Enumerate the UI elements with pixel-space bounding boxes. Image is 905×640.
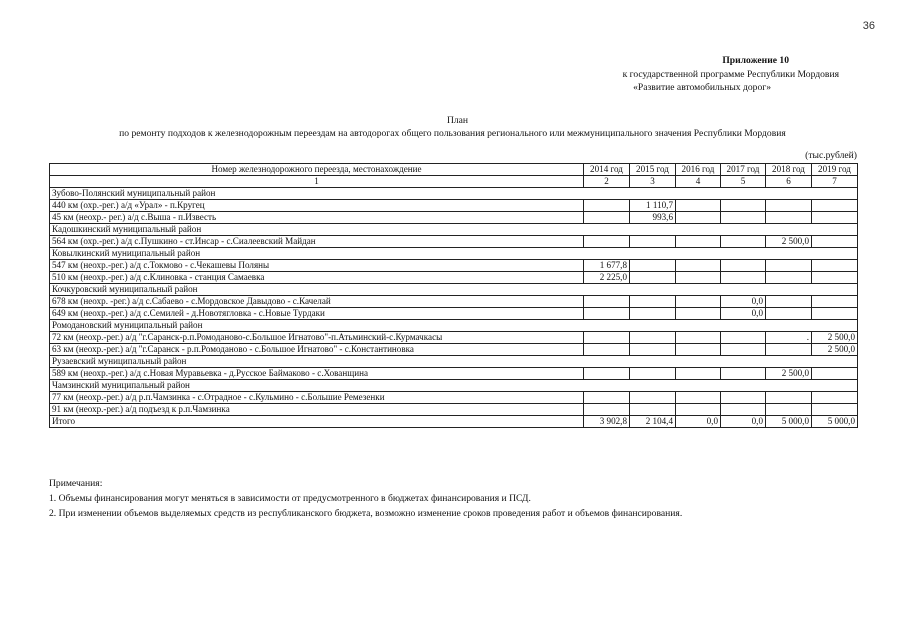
amount-cell [721,344,766,356]
amount-cell [584,332,630,344]
amount-cell: 3 902,8 [584,416,630,428]
amount-cell [766,344,812,356]
crossing-name: 72 км (неохр.-рег.) а/д "г.Саранск-р.п.Ромоданово-с.Большое Игнатово"-п.Атьминский-с.Курмачкасы [50,332,584,344]
district-name: Ковылкинский муниципальный район [50,248,858,260]
notes-title: Примечания: [49,478,103,489]
amount-cell [630,392,676,404]
amount-cell [812,272,858,284]
header-2019: 2019 год [812,164,858,176]
amount-cell [766,200,812,212]
amount-cell: . [766,332,812,344]
crossing-name: 440 км (охр.-рег.) а/д «Урал» - п.Кругец [50,200,584,212]
amount-cell [584,344,630,356]
crossing-name: 564 км (охр.-рег.) а/д с.Пушкино - ст.Инсар - с.Сиалеевский Майдан [50,236,584,248]
district-row [50,224,858,236]
crossing-name: 45 км (неохр.- рег.) а/д с.Выша - п.Известь [50,212,584,224]
column-number: 3 [630,176,676,188]
amount-cell [630,296,676,308]
table-row [50,344,858,356]
appendix-title: Приложение 10 [722,55,789,66]
table-row [50,212,858,224]
amount-cell: 0,0 [721,308,766,320]
header-2018: 2018 год [766,164,812,176]
amount-cell [766,404,812,416]
district-row [50,356,858,368]
district-name: Кадошкинский муниципальный район [50,224,858,236]
amount-cell [766,296,812,308]
table-body [50,188,858,428]
amount-cell [812,260,858,272]
amount-cell: 2 225,0 [584,272,630,284]
district-name: Кочкуровский муниципальный район [50,284,858,296]
amount-cell [721,392,766,404]
amount-cell [766,212,812,224]
amount-cell [812,392,858,404]
amount-cell [584,200,630,212]
amount-cell: 2 500,0 [812,332,858,344]
table-row [50,332,858,344]
amount-cell [766,392,812,404]
table-row [50,296,858,308]
amount-cell [676,200,721,212]
amount-cell: 2 500,0 [812,344,858,356]
amount-cell [676,236,721,248]
amount-cell [721,332,766,344]
table-row [50,272,858,284]
amount-cell [721,260,766,272]
crossing-name: 649 км (неохр.-рег.) а/д с.Семилей - д.Новотягловка - с.Новые Турдаки [50,308,584,320]
amount-cell [676,260,721,272]
column-number: 5 [721,176,766,188]
amount-cell [721,236,766,248]
repair-plan-table [49,163,858,428]
amount-cell: 2 500,0 [766,368,812,380]
amount-cell [584,296,630,308]
amount-cell: 5 000,0 [812,416,858,428]
amount-cell [676,308,721,320]
amount-cell: 1 677,8 [584,260,630,272]
table-row [50,392,858,404]
column-number-row [50,176,858,188]
district-name: Чамзинский муниципальный район [50,380,858,392]
table-row [50,404,858,416]
amount-cell [630,368,676,380]
title-description: по ремонту подходов к железнодорожным переездам на автодорогах общего пользования регионального или межмуниципального значения Республики Мордовия [119,128,786,139]
crossing-name: 678 км (неохр. -рег.) а/д с.Сабаево - с.Мордовское Давыдово - с.Качелай [50,296,584,308]
table-row [50,236,858,248]
column-number: 1 [50,176,584,188]
district-name: Рузаевский муниципальный район [50,356,858,368]
amount-cell [766,308,812,320]
amount-cell [630,332,676,344]
total-label: Итого [50,416,584,428]
header-2015: 2015 год [630,164,676,176]
amount-cell [812,404,858,416]
document-title [0,114,905,140]
note-item: 1. Объемы финансирования могут меняться в зависимости от предусмотренного в бюджетах финансирования и ПСД. [49,493,531,504]
amount-cell [676,272,721,284]
amount-cell [676,212,721,224]
amount-cell [584,392,630,404]
district-row [50,188,858,200]
amount-cell [630,344,676,356]
table-header-row [50,164,858,176]
amount-cell: 2 500,0 [766,236,812,248]
amount-cell [721,200,766,212]
notes [49,476,682,521]
amount-cell [812,296,858,308]
header-2017: 2017 год [721,164,766,176]
crossing-name: 63 км (неохр.-рег.) а/д "г.Саранск - р.п.Ромоданово - с.Большое Игнатово" - с.Константиновка [50,344,584,356]
amount-cell: 5 000,0 [766,416,812,428]
amount-cell [584,368,630,380]
amount-cell [630,404,676,416]
amount-cell [630,260,676,272]
appendix-program-line: к государственной программе Республики Мордовия [622,68,839,80]
table-row [50,260,858,272]
crossing-name: 91 км (неохр.-рег.) а/д подъезд к р.п.Чамзинка [50,404,584,416]
crossing-name: 589 км (неохр.-рег.) а/д с.Новая Муравьевка - д.Русское Баймаково - с.Хованщина [50,368,584,380]
amount-cell [766,272,812,284]
crossing-name: 510 км (неохр.-рег.) а/д с.Клиновка - станция Самаевка [50,272,584,284]
amount-cell [766,260,812,272]
amount-cell [721,212,766,224]
title-plan: План [446,115,469,126]
amount-cell [676,296,721,308]
units-label: (тыс.рублей) [805,150,857,161]
amount-cell [676,404,721,416]
table-row [50,200,858,212]
table-row [50,308,858,320]
crossing-name: 547 км (неохр.-рег.) а/д с.Токмово - с.Чекашевы Поляны [50,260,584,272]
appendix-header [519,54,839,95]
amount-cell: 0,0 [676,416,721,428]
amount-cell: 0,0 [721,296,766,308]
note-item: 2. При изменении объемов выделяемых средств из республиканского бюджета, возможно изменение сроков проведения работ и объемов финансирования. [49,508,683,519]
amount-cell [812,308,858,320]
district-row [50,380,858,392]
amount-cell [812,236,858,248]
amount-cell [812,200,858,212]
district-row [50,320,858,332]
amount-cell [721,272,766,284]
column-number: 2 [584,176,630,188]
amount-cell: 1 110,7 [630,200,676,212]
appendix-program-name: «Развитие автомобильных дорог» [633,82,771,93]
amount-cell [630,236,676,248]
amount-cell [584,404,630,416]
amount-cell: 2 104,4 [630,416,676,428]
total-row [50,416,858,428]
amount-cell [676,344,721,356]
district-name: Ромодановский муниципальный район [50,320,858,332]
amount-cell [584,212,630,224]
district-name: Зубово-Полянский муниципальный район [50,188,858,200]
column-number: 6 [766,176,812,188]
amount-cell [676,368,721,380]
district-row [50,284,858,296]
amount-cell [630,272,676,284]
amount-cell [676,392,721,404]
header-2016: 2016 год [676,164,721,176]
column-number: 7 [812,176,858,188]
amount-cell [812,368,858,380]
amount-cell [721,404,766,416]
crossing-name: 77 км (неохр.-рег.) а/д р.п.Чамзинка - с.Отрадное - с.Кульмино - с.Большие Ремезенки [50,392,584,404]
amount-cell [584,308,630,320]
header-2014: 2014 год [584,164,630,176]
amount-cell [584,236,630,248]
header-crossing: Номер железнодорожного переезда, местонахождение [50,164,584,176]
district-row [50,248,858,260]
amount-cell [812,212,858,224]
amount-cell [676,332,721,344]
amount-cell: 0,0 [721,416,766,428]
amount-cell: 993,6 [630,212,676,224]
table-row [50,368,858,380]
page-number: 36 [862,20,875,32]
amount-cell [630,308,676,320]
amount-cell [721,368,766,380]
column-number: 4 [676,176,721,188]
